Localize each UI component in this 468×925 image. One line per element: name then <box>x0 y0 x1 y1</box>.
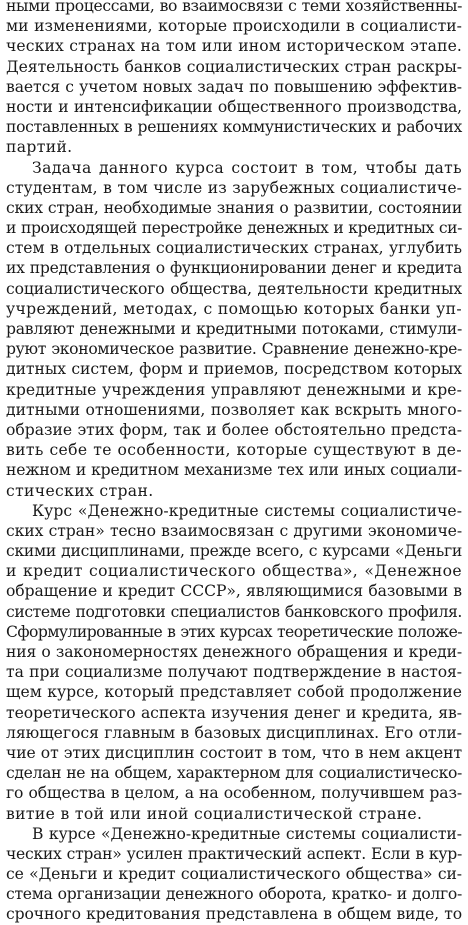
text-line: руют экономическое развитие. Сравнение денежно-кре- <box>6 340 462 359</box>
text-line: ния о закономерностях денежного обращения и креди- <box>6 643 462 661</box>
text-line: скими дисциплинами, прежде всего, с курсами «Деньги <box>6 542 462 561</box>
text-line: стема организации денежного оборота, кратко- и долго- <box>6 885 462 904</box>
text-line: го общества в целом, а на особенном, получившем раз- <box>6 784 462 803</box>
text-line: образие этих форм, так и более обстоятельно предста- <box>6 420 462 439</box>
text-line: равляют денежными и кредитными потоками, стимули- <box>6 320 462 338</box>
text-line: щем курсе, который представляет собой продолжение <box>6 683 462 702</box>
text-line: теоретического аспекта изучения денег и кредита, яв- <box>6 703 462 722</box>
text-line: дитных систем, форм и приемов, посредством которых <box>6 360 462 379</box>
text-line: и происходящей перестройке денежных и кредитных си- <box>6 219 462 238</box>
text-line: сделан не на общем, характерном для социалистическо- <box>6 764 462 783</box>
text-line: ляющегося главным в базовых дисциплинах. Его отли- <box>6 723 462 742</box>
text-line: чие от этих дисциплин состоит в том, что в нем акцент <box>6 743 462 762</box>
text-line: партий. <box>6 138 73 157</box>
text-line: учреждений, методах, с помощью которых банки уп- <box>6 299 462 318</box>
text-line: обращение и кредит СССР», являющимися базовыми в <box>6 582 462 601</box>
text-line: срочного кредитования представлена в общем виде, то <box>6 905 462 924</box>
text-line: Сформулированные в этих курсах теоретические положе- <box>6 622 462 641</box>
text-line: стических стран. <box>6 481 154 500</box>
text-line: ческих странах на том или ином историческом этапе. <box>6 37 462 56</box>
text-line: дитными отношениями, позволяет как вскрыть много- <box>6 400 462 419</box>
paragraph-1 <box>6 0 462 158</box>
text-line: ми изменениями, которые происходили в социалисти- <box>6 17 462 36</box>
text-line: та при социализме получают подтверждение в настоя- <box>6 663 462 682</box>
text-line: вить себе те особенности, которые существуют в де- <box>6 441 462 460</box>
text-line: студентам, в том числе из зарубежных социалистиче- <box>6 178 462 197</box>
text-line: Курс «Денежно-кредитные системы социалистиче- <box>32 501 462 520</box>
text-line: социалистического общества, деятельности кредитных <box>6 279 462 298</box>
paragraph-2 <box>6 158 462 501</box>
text-line: кредитные учреждения управляют денежными и кре- <box>6 380 462 399</box>
text-line: ными процессами, во взаимосвязи с теми хозяйственны- <box>6 0 462 15</box>
document-page <box>6 0 462 925</box>
text-line: Задача данного курса состоит в том, чтобы дать <box>32 158 462 177</box>
text-line: их представления о функционировании денег и кредита <box>6 259 462 278</box>
text-line: системе подготовки специалистов банковского профиля. <box>6 602 462 621</box>
text-line: витие в той или иной социалистической стране. <box>6 804 423 823</box>
text-line: и кредит социалистического общества», «Денежное <box>6 562 462 581</box>
text-line: стем в отдельных социалистических странах, углубить <box>6 239 462 258</box>
text-line: поставленных в решениях коммунистических и рабочих <box>6 118 462 137</box>
paragraph-3 <box>6 501 462 824</box>
text-line: Деятельность банков социалистических стран раскры- <box>6 57 462 76</box>
text-line: ских стран» тесно взаимосвязан с другими экономиче- <box>6 521 462 540</box>
text-line: нежном и кредитном механизме тех или иных социали- <box>6 461 462 480</box>
paragraph-4 <box>6 824 462 925</box>
text-line: ских стран, необходимые знания о развитии, состоянии <box>6 198 462 217</box>
text-line: В курсе «Денежно-кредитные системы социалисти- <box>32 824 462 843</box>
text-line: вается с учетом новых задач по повышению эффектив- <box>6 77 462 96</box>
text-line: ности и интенсификации общественного производства, <box>6 97 462 116</box>
text-line: ческих стран» усилен практический аспект. Если в кур- <box>6 844 462 863</box>
text-line: се «Деньги и кредит социалистического общества» си- <box>6 865 462 884</box>
